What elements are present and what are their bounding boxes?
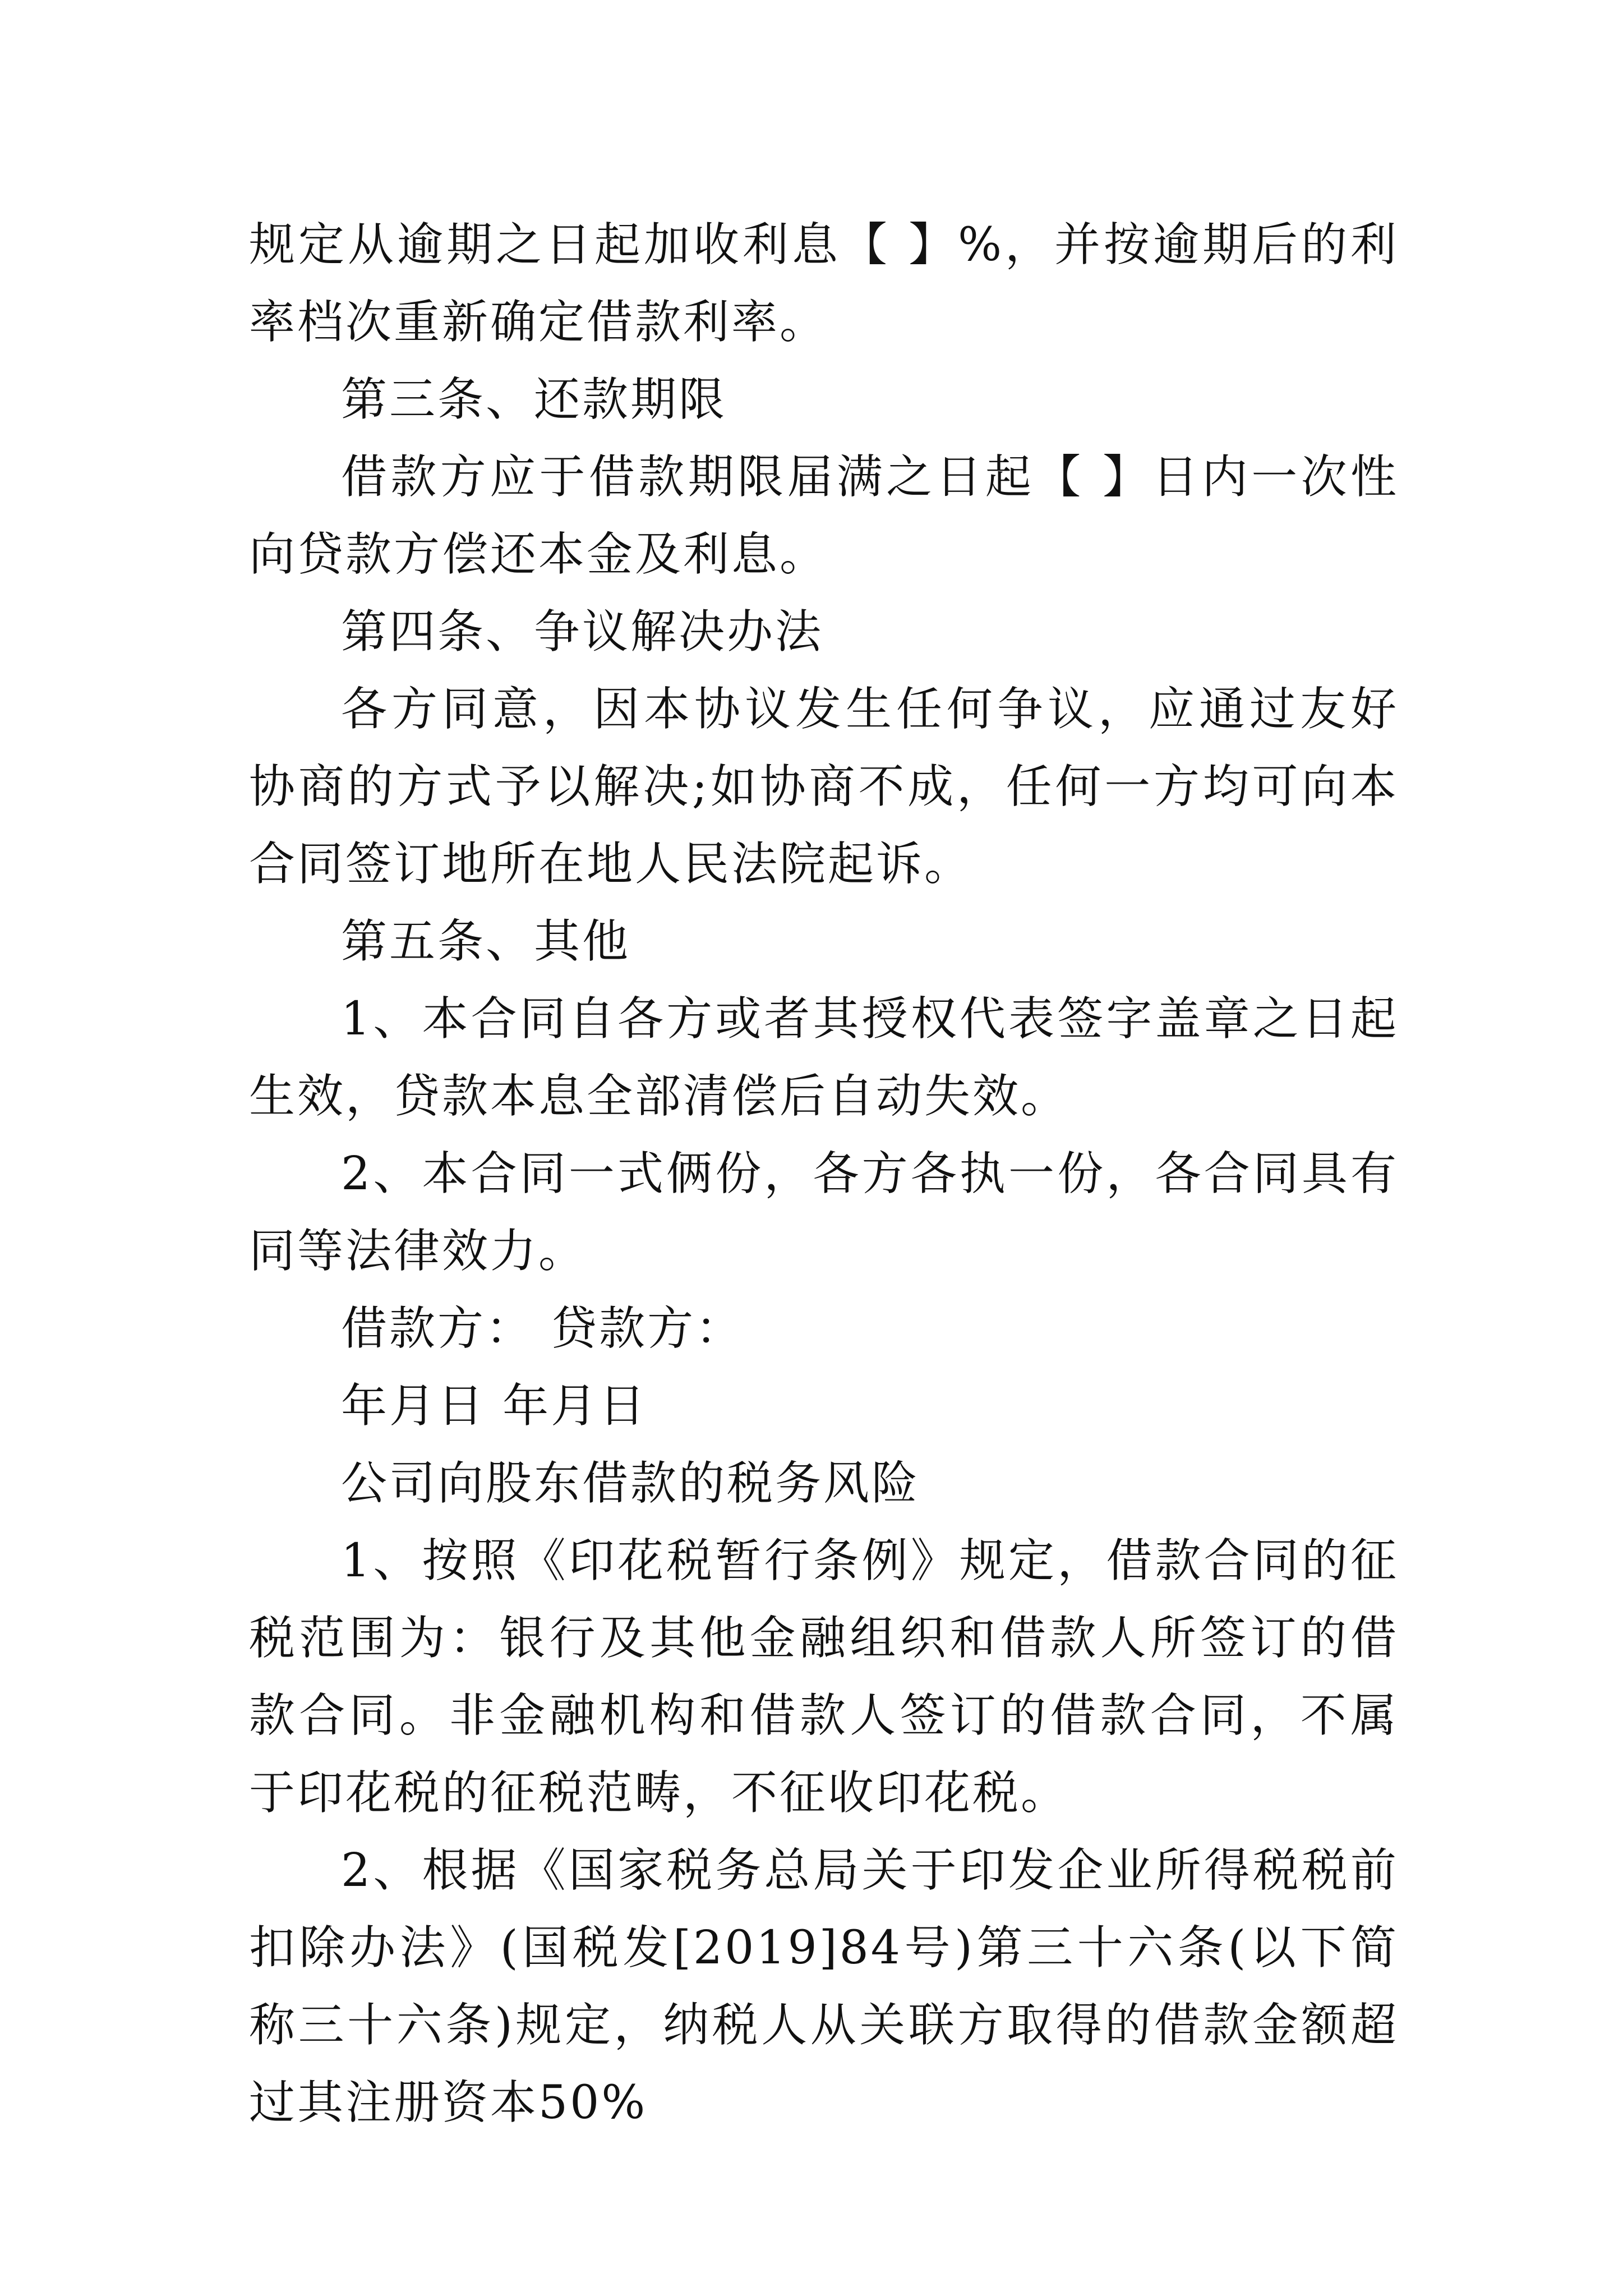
signature-date-line: 年月日 年月日 bbox=[341, 1379, 648, 1433]
heading-article-3: 第三条、还款期限 bbox=[341, 373, 727, 426]
heading-article-5: 第五条、其他 bbox=[341, 915, 631, 968]
heading-article-4: 第四条、争议解决办法 bbox=[341, 605, 824, 659]
paragraph-interest-continuation: 规定从逾期之日起加收利息【 】%，并按逾期后的利率档次重新确定借款利率。 bbox=[249, 218, 1399, 349]
paragraph-repayment-term: 借款方应于借款期限届满之日起【 】日内一次性向贷款方偿还本金及利息。 bbox=[249, 450, 1399, 581]
paragraph-income-tax-deduction: 2、根据《国家税务总局关于印发企业所得税税前扣除办法》(国税发[2019]84号)第三十六条(以下简称三十六条)规定，纳税人从关联方取得的借款金额超过其注册资本50% bbox=[249, 1844, 1399, 2129]
document-body bbox=[249, 206, 1399, 2142]
paragraph-stamp-tax: 1、按照《印花税暂行条例》规定，借款合同的征税范围为：银行及其他金融组织和借款人所签订的借款合同。非金融机构和借款人签订的借款合同，不属于印花税的征税范畴，不征收印花税。 bbox=[249, 1534, 1399, 1820]
paragraph-copies-clause: 2、本合同一式俩份，各方各执一份，各合同具有同等法律效力。 bbox=[249, 1147, 1399, 1278]
paragraph-effective-clause: 1、本合同自各方或者其授权代表签字盖章之日起生效，贷款本息全部清偿后自动失效。 bbox=[249, 992, 1399, 1123]
signature-parties-line: 借款方： 贷款方： bbox=[341, 1302, 744, 1355]
heading-tax-risk: 公司向股东借款的税务风险 bbox=[341, 1457, 920, 1510]
paragraph-dispute-resolution: 各方同意，因本协议发生任何争议，应通过友好协商的方式予以解决;如协商不成，任何一方均可向本合同签订地所在地人民法院起诉。 bbox=[249, 683, 1399, 891]
